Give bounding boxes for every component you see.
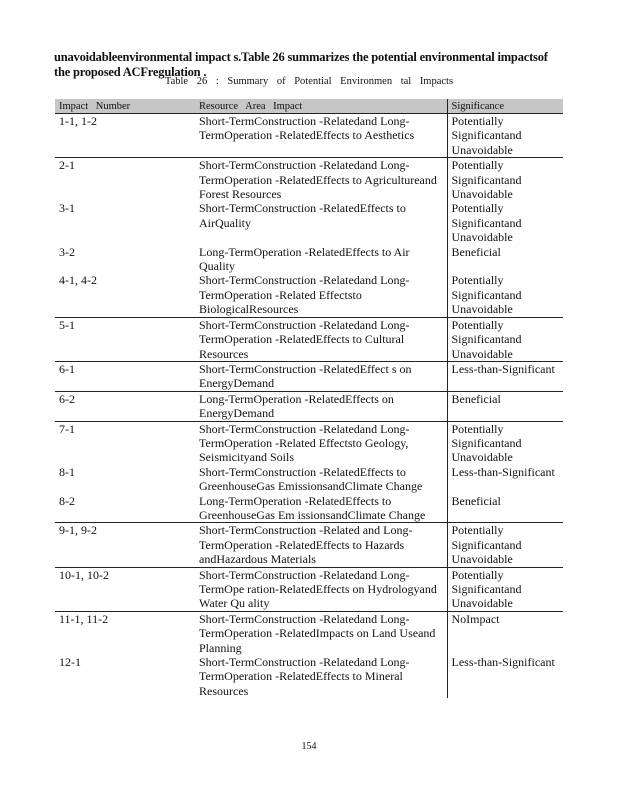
impact-description-cell: Short-TermConstruction -RelatedEffect s on EnergyDemand xyxy=(195,361,447,391)
significance-cell: Potentially Significantand Unavoidable xyxy=(447,273,563,317)
impact-description-cell: Long-TermOperation -RelatedEffects to GreenhouseGas Em issionsandClimate Change xyxy=(195,494,447,523)
table-row xyxy=(55,317,563,361)
table-row xyxy=(55,273,563,317)
impact-number-cell: 3-2 xyxy=(59,244,75,259)
significance-cell: Potentially Significantand Unavoidable xyxy=(447,114,563,158)
significance-cell: Potentially Significantand Unavoidable xyxy=(447,567,563,611)
table-row xyxy=(55,465,563,494)
table-row xyxy=(55,201,563,244)
impact-summary-table xyxy=(55,99,563,698)
significance-cell: Potentially Significantand Unavoidable xyxy=(447,317,563,361)
impact-number-cell: 6-2 xyxy=(55,391,195,421)
significance-cell: Potentially Significantand Unavoidable xyxy=(447,158,563,202)
table-row xyxy=(55,245,563,274)
table-row xyxy=(55,567,563,611)
impact-number-cell: 3-1 xyxy=(59,201,75,216)
table-header-row xyxy=(55,99,563,114)
impact-number-cell: 11-1, 11-2 xyxy=(59,611,109,626)
impact-number-cell: 9-1, 9-2 xyxy=(55,523,195,567)
table-row xyxy=(55,114,563,158)
impact-description-cell: Short-TermConstruction -Relatedand Long-TermOperation -RelatedEffects to Cultural Resources xyxy=(195,317,447,361)
impact-number-cell: 8-2 xyxy=(55,494,195,523)
significance-cell: Beneficial xyxy=(447,391,563,421)
table-row xyxy=(55,655,563,698)
impact-number-cell: 4-1, 4-2 xyxy=(55,273,195,317)
impact-number-cell: 2-1 xyxy=(59,158,75,173)
impact-description-cell: Short-TermConstruction -RelatedEffects to GreenhouseGas EmissionsandClimate Change xyxy=(199,464,423,494)
impact-description-cell: Short-TermConstruction -Relatedand Long-TermOperation -RelatedEffects to Agricultureand Forest Resources xyxy=(199,158,437,202)
impact-description-cell: Long-TermOperation -RelatedEffects to Air Quality xyxy=(199,244,410,274)
table-row xyxy=(55,421,563,465)
impact-description-cell: Short-TermConstruction -Relatedand Long-TermOpe ration-RelatedEffects on Hydrologyand Water Qu ality xyxy=(195,567,447,611)
table-row xyxy=(55,158,563,202)
impact-description-cell: Long-TermOperation -RelatedEffects on EnergyDemand xyxy=(195,391,447,421)
significance-cell: Potentially Significantand Unavoidable xyxy=(447,523,563,567)
page-number: 154 xyxy=(301,741,317,752)
impact-description-cell: Short-TermConstruction -Relatedand Long-TermOperation -RelatedEffects to Mineral Resources xyxy=(199,655,410,698)
significance-cell: Less-than-Significant xyxy=(447,655,563,698)
impact-description-cell: Short-TermConstruction -Relatedand Long-TermOperation -Related Effectsto Geology, Seismicityand Soils xyxy=(199,421,410,465)
header-impact-number: Impact Number xyxy=(55,99,195,114)
impact-number-cell: 10-1, 10-2 xyxy=(55,567,195,611)
impact-number-cell: 12-1 xyxy=(59,655,81,670)
impact-description-cell: Short-TermConstruction -Relatedand Long-TermOperation -Related Effectsto BiologicalResources xyxy=(195,273,447,317)
table-row xyxy=(55,391,563,421)
significance-cell: Potentially Significantand Unavoidable xyxy=(447,201,563,244)
impact-description-cell: Short-TermConstruction -RelatedEffects to AirQuality xyxy=(199,201,406,230)
header-significance: Significance xyxy=(447,99,563,114)
impact-number-cell: 7-1 xyxy=(59,421,75,436)
table-row xyxy=(55,523,563,567)
intro-paragraph: unavoidableenvironmental impact s.Table 26 summarizes the potential environmental impactsof the proposed ACFregulation . xyxy=(54,49,548,79)
significance-cell: Potentially Significantand Unavoidable xyxy=(447,421,563,465)
significance-cell: Less-than-Significant xyxy=(447,465,563,494)
table-row xyxy=(55,611,563,655)
significance-cell: Less-than-Significant xyxy=(447,361,563,391)
significance-cell: Beneficial xyxy=(447,245,563,274)
impact-number-cell: 8-1 xyxy=(59,464,75,479)
impact-description-cell: Short-TermConstruction -Relatedand Long-TermOperation -RelatedEffects to Aesthetics xyxy=(195,114,447,158)
impact-number-cell: 5-1 xyxy=(55,317,195,361)
header-resource-area: Resource Area Impact xyxy=(195,99,447,114)
impact-number-cell: 1-1, 1-2 xyxy=(55,114,195,158)
significance-cell: Beneficial xyxy=(447,494,563,523)
impact-number-cell: 6-1 xyxy=(55,361,195,391)
impact-description-cell: Short-TermConstruction -Related and Long-TermOperation -RelatedEffects to Hazards andHazardous Materials xyxy=(195,523,447,567)
table-caption: Table 26 : Summary of Potential Environmen tal Impacts xyxy=(164,76,454,87)
table-row xyxy=(55,361,563,391)
table-row xyxy=(55,494,563,523)
impact-description-cell: Short-TermConstruction -Relatedand Long-TermOperation -RelatedImpacts on Land Useand Planning xyxy=(199,611,436,655)
significance-cell: NoImpact xyxy=(447,611,563,655)
